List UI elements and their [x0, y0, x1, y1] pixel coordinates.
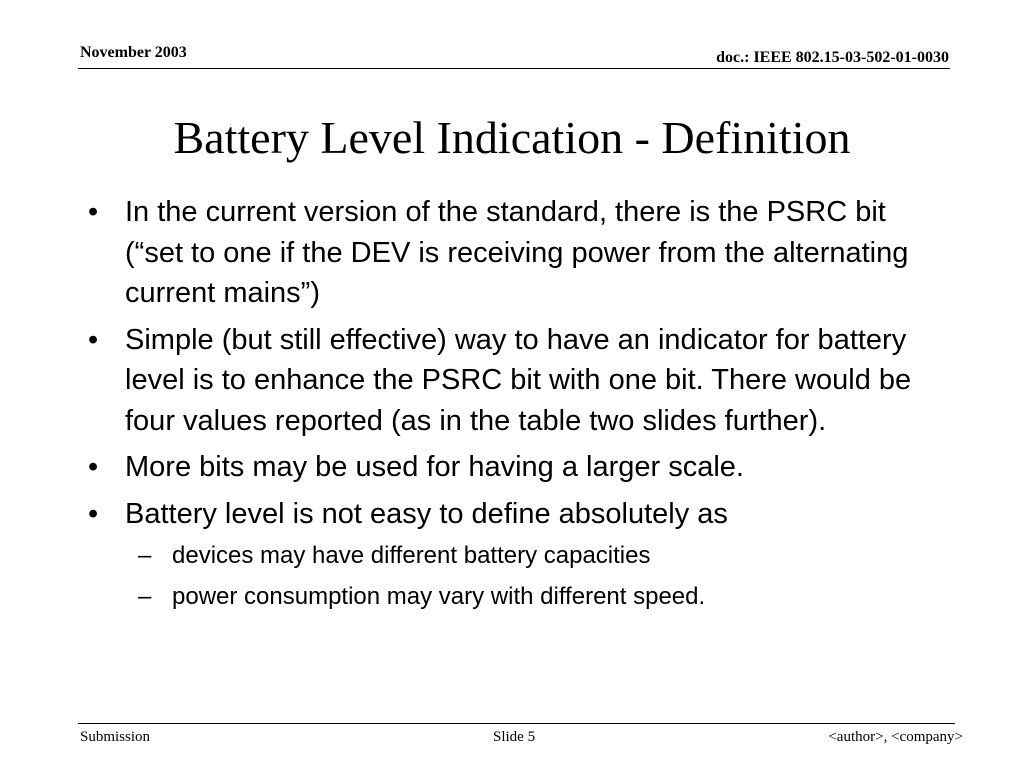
footer-submission: Submission: [80, 729, 151, 745]
header-doc-id: doc.: IEEE 802.15-03-502-01-0030: [716, 49, 949, 66]
footer-slide-number: Slide 5: [493, 729, 536, 745]
header-divider: [78, 68, 950, 69]
bullet-text: More bits may be used for having a larger scale.: [125, 451, 744, 483]
sub-bullet-item: [138, 581, 950, 613]
footer-divider: [78, 723, 955, 724]
bullet-marker: •: [88, 323, 99, 356]
bullet-text: Battery level is not easy to define absolutely as: [125, 497, 728, 530]
bullet-text: In the current version of the standard, there is the PSRC bit (“set to one if the DEV is receiving power from the alternating current mains”): [125, 196, 909, 309]
bullet-marker: •: [88, 196, 99, 228]
bullet-item: [80, 192, 950, 314]
bullet-text: Simple (but still effective) way to have an indicator for battery level is to enhance the PSRC bit with one bit. There would be four values reported (as in the table two slides further).: [125, 323, 912, 437]
slide-body: [80, 192, 950, 622]
slide-title: Battery Level Indication - Definition: [173, 112, 851, 163]
bullet-marker: •: [88, 497, 99, 530]
header-date: November 2003: [80, 44, 187, 61]
bullet-item: [80, 320, 950, 442]
sub-bullet-marker: –: [138, 542, 152, 569]
bullet-marker: •: [88, 451, 99, 483]
bullet-item: [80, 494, 950, 535]
sub-bullet-marker: –: [138, 583, 152, 610]
bullet-item: [80, 447, 950, 488]
sub-bullet-text: devices may have different battery capacities: [172, 542, 651, 569]
sub-bullet-item: [138, 540, 950, 572]
footer-author-company: <author>, <company>: [828, 729, 963, 745]
sub-bullet-text: power consumption may vary with different speed.: [172, 583, 706, 610]
